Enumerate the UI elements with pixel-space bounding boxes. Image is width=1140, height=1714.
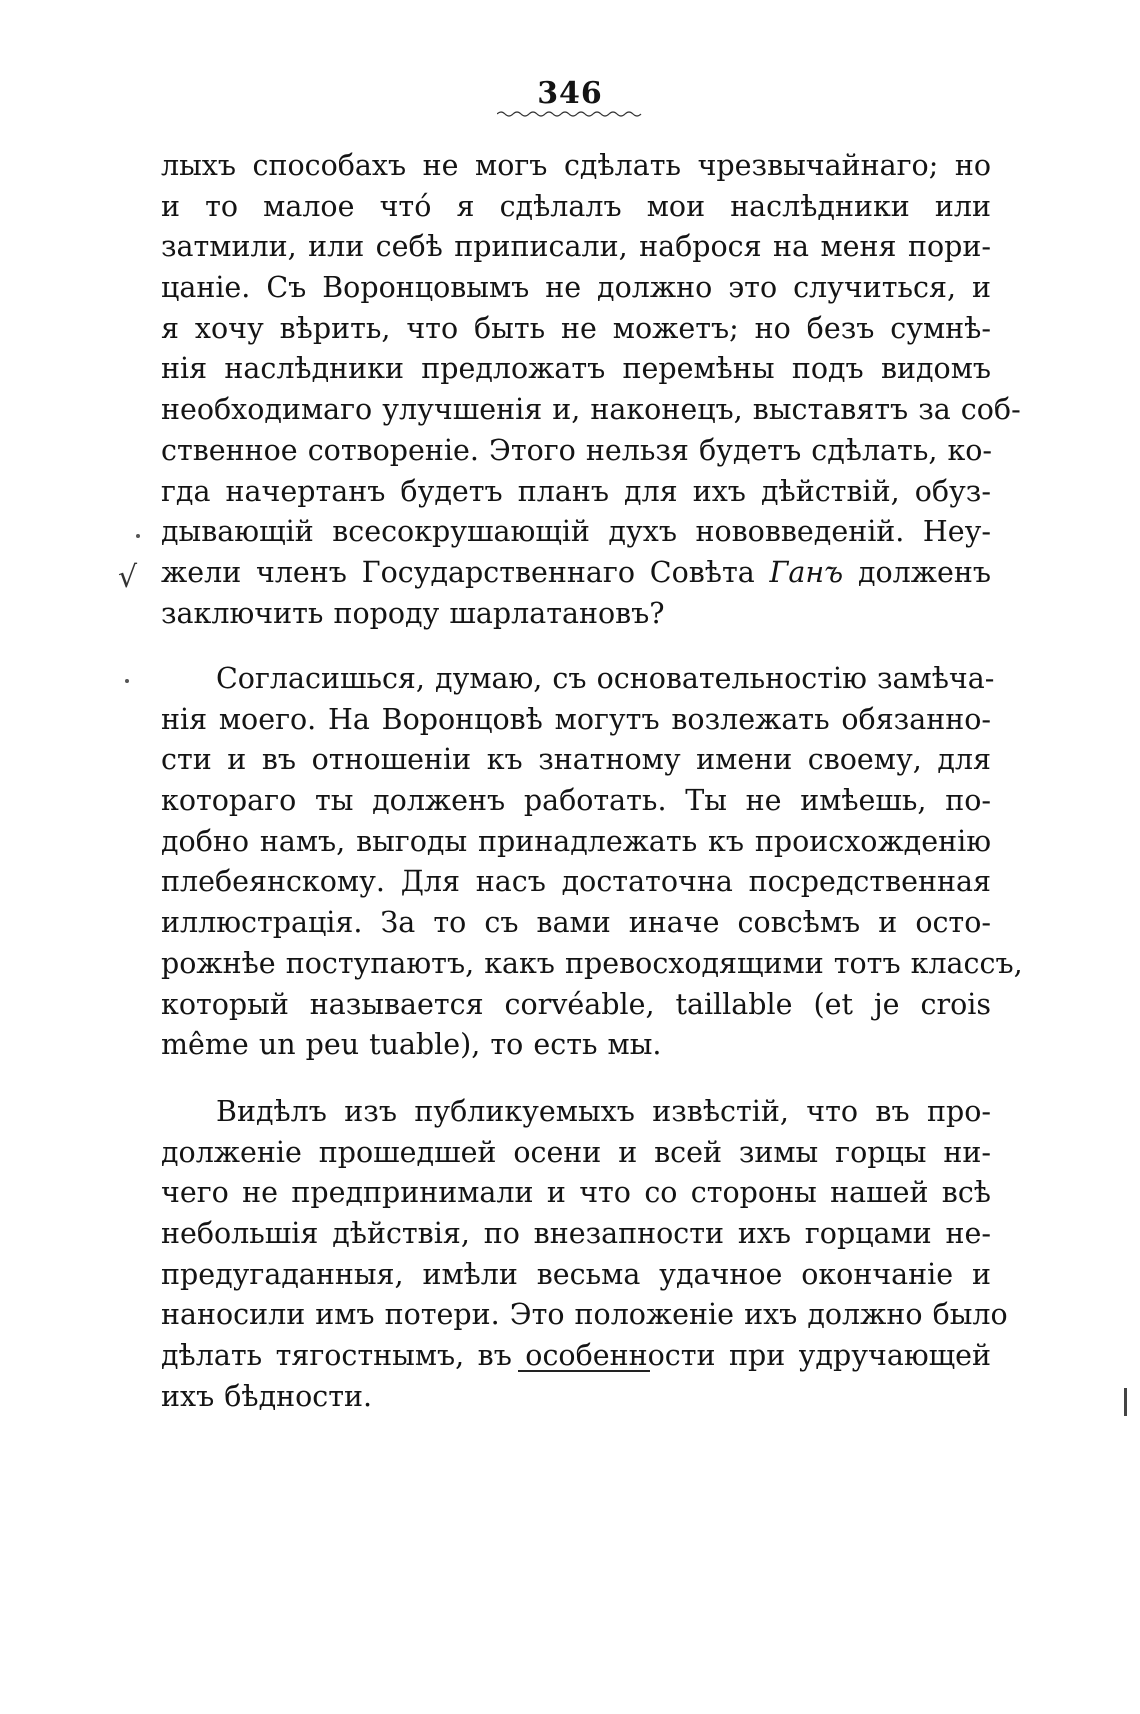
text-line: ихъ бѣдности. [161, 1379, 373, 1413]
page-number: 346 [537, 76, 603, 111]
text-segment: долженъ [857, 555, 991, 589]
text-line: иллюстрація. За то съ вами иначе совсѣмъ и осто- [161, 906, 991, 940]
text-line: дѣлать тягостнымъ, въ особенности при удручающей [161, 1339, 991, 1373]
text-line: Видѣлъ изъ публикуемыхъ извѣстій, что въ про- [216, 1095, 991, 1128]
text-line: дывающій всесокрушающій духъ нововведеній. Неу- [161, 515, 991, 549]
text-line: лыхъ способахъ не могъ сдѣлать чрезвычайнаго; но [161, 149, 991, 182]
italic-name: Ганъ [769, 555, 844, 589]
text-line: même un peu tuable), то есть мы. [161, 1028, 662, 1062]
text-segment: жели членъ Государственнаго Совѣта [161, 555, 755, 589]
text-line-mixed [161, 553, 991, 594]
paragraph-1 [161, 146, 1021, 634]
paragraph-2 [161, 659, 1023, 1066]
text-line: необходимаго улучшенія и, наконецъ, выставятъ за соб- [161, 393, 1021, 427]
margin-dot [125, 679, 129, 683]
text-line: сти и въ отношеніи къ знатному имени своему, для [161, 743, 991, 777]
margin-dot [136, 534, 140, 538]
text-line: Согласишься, думаю, съ основательностію замѣча- [216, 662, 995, 695]
text-line: чего не предпринимали и что со стороны нашей всѣ [161, 1176, 991, 1210]
text-line: нія наслѣдники предложатъ перемѣны подъ видомъ [161, 352, 991, 386]
edge-mark [1124, 1388, 1127, 1416]
text-line: рожнѣе поступаютъ, какъ превосходящими тотъ классъ, [161, 946, 1023, 980]
end-rule [518, 1370, 650, 1372]
text-line: и то малое чтó я сдѣлалъ мои наслѣдники или [161, 189, 991, 223]
text-line: нія моего. На Воронцовѣ могутъ возлежать обязанно- [161, 702, 991, 736]
text-line: предугаданныя, имѣли весьма удачное окончаніе и [161, 1257, 991, 1291]
text-line: гда начертанъ будетъ планъ для ихъ дѣйствій, обуз- [161, 474, 991, 508]
text-line: заключить породу шарлатановъ? [161, 596, 665, 630]
text-line: котораго ты долженъ работать. Ты не имѣешь, по- [161, 784, 991, 818]
text-line: долженіе прошедшей осени и всей зимы горцы ни- [161, 1135, 991, 1169]
text-line: затмили, или себѣ приписали, наброся на меня пори- [161, 230, 991, 264]
text-line: наносили имъ потери. Это положеніе ихъ должно было [161, 1298, 1008, 1332]
text-line: я хочу вѣрить, что быть не можетъ; но безъ сумнѣ- [161, 311, 991, 345]
text-line: небольшія дѣйствія, по внезапности ихъ горцами не- [161, 1217, 991, 1251]
text-line: добно намъ, выгоды принадлежать къ происхожденію [161, 824, 991, 858]
margin-check-mark: √ [118, 560, 138, 595]
paragraph-3 [161, 1092, 1008, 1418]
text-line: плебеянскому. Для насъ достаточна посредственная [161, 865, 991, 899]
text-line: цаніе. Съ Воронцовымъ не должно это случиться, и [161, 271, 991, 305]
text-line: который называется corvéable, taillable (et je crois [161, 987, 991, 1021]
ornament-divider [497, 110, 643, 120]
text-line: ственное сотвореніе. Этого нельзя будетъ сдѣлать, ко- [161, 433, 993, 467]
